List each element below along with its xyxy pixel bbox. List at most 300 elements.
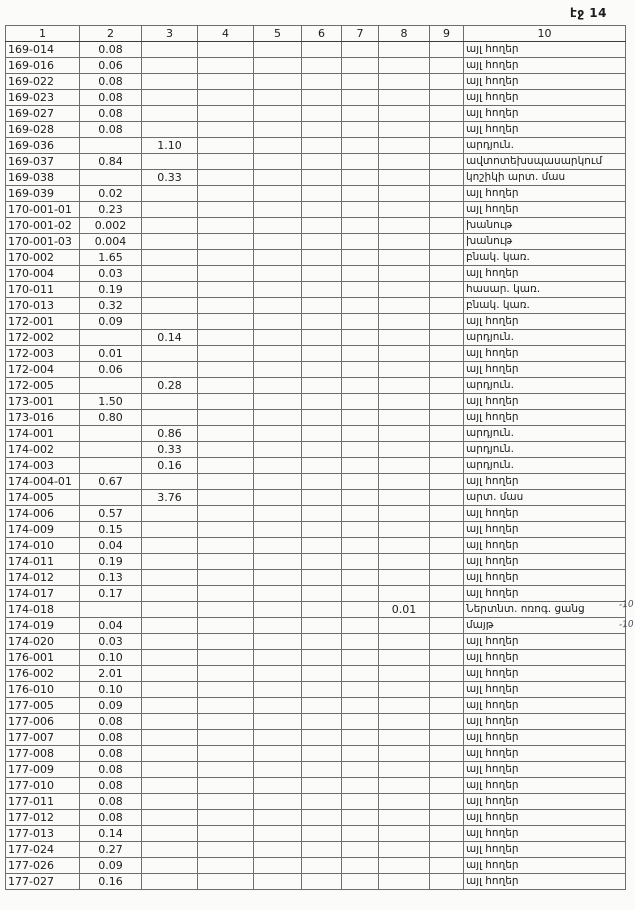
value-cell: [142, 218, 198, 234]
land-use-cell: բնակ. կառ.: [464, 298, 626, 314]
value-cell: 0.08: [80, 762, 142, 778]
value-cell: [430, 650, 464, 666]
land-use-cell: այլ հողեր: [464, 858, 626, 874]
value-cell: [302, 282, 342, 298]
value-cell: 0.13: [80, 570, 142, 586]
value-cell: [379, 154, 430, 170]
value-cell: [142, 346, 198, 362]
value-cell: [302, 138, 342, 154]
value-cell: [198, 90, 254, 106]
value-cell: [430, 234, 464, 250]
value-cell: [254, 282, 302, 298]
table-row: [6, 362, 626, 378]
land-use-cell: այլ հողեր: [464, 746, 626, 762]
value-cell: [254, 554, 302, 570]
value-cell: [379, 586, 430, 602]
value-cell: [430, 58, 464, 74]
value-cell: [379, 250, 430, 266]
value-cell: [302, 762, 342, 778]
value-cell: [379, 554, 430, 570]
parcel-code-cell: 170-013: [6, 298, 80, 314]
value-cell: [342, 602, 379, 618]
value-cell: [254, 746, 302, 762]
table-row: [6, 330, 626, 346]
value-cell: 0.08: [80, 746, 142, 762]
value-cell: [80, 170, 142, 186]
land-parcel-table: [5, 25, 626, 890]
value-cell: [254, 874, 302, 890]
table-row: [6, 874, 626, 890]
land-use-cell: կոշիկի արտ. մաս: [464, 170, 626, 186]
parcel-code-cell: 177-026: [6, 858, 80, 874]
value-cell: 0.14: [80, 826, 142, 842]
value-cell: 0.10: [80, 650, 142, 666]
value-cell: [430, 266, 464, 282]
value-cell: [80, 138, 142, 154]
value-cell: [80, 602, 142, 618]
value-cell: [379, 74, 430, 90]
value-cell: [342, 858, 379, 874]
parcel-code-cell: 169-027: [6, 106, 80, 122]
value-cell: [302, 858, 342, 874]
value-cell: [198, 506, 254, 522]
value-cell: [254, 218, 302, 234]
land-use-cell: այլ հողեր: [464, 570, 626, 586]
value-cell: [342, 410, 379, 426]
table-row: [6, 298, 626, 314]
value-cell: [430, 298, 464, 314]
value-cell: [254, 858, 302, 874]
value-cell: [342, 762, 379, 778]
value-cell: [379, 202, 430, 218]
parcel-code-cell: 169-039: [6, 186, 80, 202]
value-cell: [142, 266, 198, 282]
value-cell: [379, 762, 430, 778]
parcel-code-cell: 174-017: [6, 586, 80, 602]
value-cell: [342, 442, 379, 458]
value-cell: [342, 218, 379, 234]
value-cell: 0.002: [80, 218, 142, 234]
value-cell: [198, 250, 254, 266]
value-cell: [430, 90, 464, 106]
value-cell: [198, 122, 254, 138]
value-cell: 0.16: [142, 458, 198, 474]
parcel-code-cell: 170-002: [6, 250, 80, 266]
table-row: [6, 186, 626, 202]
table-row: [6, 538, 626, 554]
value-cell: [430, 826, 464, 842]
value-cell: 0.32: [80, 298, 142, 314]
value-cell: [379, 426, 430, 442]
value-cell: [254, 410, 302, 426]
value-cell: [379, 474, 430, 490]
value-cell: [198, 650, 254, 666]
table-row: [6, 106, 626, 122]
column-header: 2: [80, 26, 142, 42]
value-cell: [342, 874, 379, 890]
parcel-code-cell: 174-020: [6, 634, 80, 650]
table-row: [6, 714, 626, 730]
value-cell: [302, 394, 342, 410]
value-cell: [342, 298, 379, 314]
value-cell: [302, 266, 342, 282]
value-cell: [302, 810, 342, 826]
value-cell: [198, 442, 254, 458]
value-cell: [80, 378, 142, 394]
value-cell: [342, 810, 379, 826]
value-cell: [254, 458, 302, 474]
value-cell: [254, 106, 302, 122]
value-cell: 0.04: [80, 618, 142, 634]
table-row: [6, 858, 626, 874]
value-cell: 0.10: [80, 682, 142, 698]
value-cell: [342, 346, 379, 362]
value-cell: [302, 698, 342, 714]
value-cell: [302, 442, 342, 458]
parcel-code-cell: 169-037: [6, 154, 80, 170]
value-cell: 0.06: [80, 362, 142, 378]
value-cell: [342, 506, 379, 522]
value-cell: [302, 74, 342, 90]
value-cell: [430, 154, 464, 170]
value-cell: [142, 794, 198, 810]
table-row: [6, 234, 626, 250]
land-use-cell: արդյուն.: [464, 426, 626, 442]
value-cell: [142, 842, 198, 858]
value-cell: [254, 42, 302, 58]
value-cell: [379, 634, 430, 650]
value-cell: [198, 298, 254, 314]
value-cell: [198, 330, 254, 346]
value-cell: [342, 730, 379, 746]
parcel-code-cell: 177-008: [6, 746, 80, 762]
table-row: [6, 170, 626, 186]
value-cell: [302, 570, 342, 586]
value-cell: [342, 458, 379, 474]
table-row: [6, 762, 626, 778]
value-cell: [254, 538, 302, 554]
value-cell: [430, 858, 464, 874]
value-cell: 0.01: [379, 602, 430, 618]
handwritten-margin-note: -10: [618, 599, 635, 611]
value-cell: [142, 74, 198, 90]
value-cell: [342, 714, 379, 730]
value-cell: [198, 490, 254, 506]
value-cell: [142, 698, 198, 714]
value-cell: [142, 586, 198, 602]
parcel-code-cell: 177-012: [6, 810, 80, 826]
land-use-cell: այլ հողեր: [464, 874, 626, 890]
handwritten-margin-note: -10: [618, 619, 635, 631]
value-cell: 0.06: [80, 58, 142, 74]
value-cell: [342, 794, 379, 810]
land-use-cell: խանութ: [464, 218, 626, 234]
value-cell: 0.08: [80, 122, 142, 138]
value-cell: [379, 714, 430, 730]
value-cell: [198, 858, 254, 874]
value-cell: [430, 682, 464, 698]
table-row: [6, 282, 626, 298]
value-cell: [430, 474, 464, 490]
value-cell: 0.84: [80, 154, 142, 170]
value-cell: [342, 154, 379, 170]
value-cell: [342, 90, 379, 106]
land-use-cell: այլ հողեր: [464, 474, 626, 490]
parcel-code-cell: 173-016: [6, 410, 80, 426]
land-use-cell: արդյուն.: [464, 458, 626, 474]
value-cell: [142, 634, 198, 650]
land-use-cell: այլ հողեր: [464, 810, 626, 826]
column-header: 8: [379, 26, 430, 42]
value-cell: [302, 106, 342, 122]
parcel-code-cell: 177-010: [6, 778, 80, 794]
land-use-cell: այլ հողեր: [464, 842, 626, 858]
value-cell: [302, 298, 342, 314]
table-row: [6, 458, 626, 474]
value-cell: [254, 362, 302, 378]
value-cell: [342, 362, 379, 378]
value-cell: [379, 826, 430, 842]
value-cell: 0.08: [80, 810, 142, 826]
value-cell: [302, 554, 342, 570]
value-cell: [198, 826, 254, 842]
value-cell: [254, 234, 302, 250]
value-cell: [379, 330, 430, 346]
value-cell: [430, 362, 464, 378]
value-cell: [142, 826, 198, 842]
value-cell: [254, 58, 302, 74]
land-use-cell: այլ հողեր: [464, 362, 626, 378]
value-cell: [142, 538, 198, 554]
parcel-code-cell: 174-011: [6, 554, 80, 570]
value-cell: 0.80: [80, 410, 142, 426]
table-row: [6, 346, 626, 362]
value-cell: [379, 458, 430, 474]
value-cell: [302, 650, 342, 666]
value-cell: [342, 682, 379, 698]
value-cell: [198, 74, 254, 90]
value-cell: [198, 106, 254, 122]
value-cell: [379, 314, 430, 330]
value-cell: 0.86: [142, 426, 198, 442]
value-cell: [302, 874, 342, 890]
value-cell: [342, 282, 379, 298]
value-cell: [430, 250, 464, 266]
value-cell: [430, 746, 464, 762]
value-cell: [198, 218, 254, 234]
value-cell: [254, 842, 302, 858]
value-cell: 1.10: [142, 138, 198, 154]
value-cell: [379, 666, 430, 682]
value-cell: [80, 330, 142, 346]
land-use-cell: Ներտնտ. ոռոգ. ցանց: [464, 602, 626, 618]
table-row: [6, 314, 626, 330]
value-cell: [302, 250, 342, 266]
value-cell: [254, 138, 302, 154]
value-cell: [254, 522, 302, 538]
value-cell: [302, 122, 342, 138]
table-row: [6, 666, 626, 682]
parcel-code-cell: 169-038: [6, 170, 80, 186]
value-cell: [342, 394, 379, 410]
value-cell: 0.04: [80, 538, 142, 554]
value-cell: 1.50: [80, 394, 142, 410]
value-cell: [142, 554, 198, 570]
value-cell: [198, 810, 254, 826]
value-cell: 0.17: [80, 586, 142, 602]
value-cell: [379, 122, 430, 138]
value-cell: [142, 810, 198, 826]
value-cell: [342, 618, 379, 634]
parcel-code-cell: 170-011: [6, 282, 80, 298]
land-use-cell: արդյուն.: [464, 138, 626, 154]
value-cell: [302, 154, 342, 170]
table-row: [6, 810, 626, 826]
value-cell: [142, 762, 198, 778]
value-cell: [254, 394, 302, 410]
land-use-cell: այլ հողեր: [464, 698, 626, 714]
value-cell: [198, 138, 254, 154]
value-cell: 0.23: [80, 202, 142, 218]
value-cell: [302, 634, 342, 650]
value-cell: [198, 618, 254, 634]
value-cell: [142, 154, 198, 170]
parcel-code-cell: 174-018: [6, 602, 80, 618]
value-cell: [302, 170, 342, 186]
value-cell: [142, 298, 198, 314]
land-use-cell: այլ հողեր: [464, 74, 626, 90]
value-cell: [430, 394, 464, 410]
value-cell: 0.03: [80, 266, 142, 282]
value-cell: [142, 250, 198, 266]
value-cell: [254, 170, 302, 186]
parcel-code-cell: 172-001: [6, 314, 80, 330]
value-cell: [198, 314, 254, 330]
value-cell: [142, 874, 198, 890]
value-cell: [342, 490, 379, 506]
value-cell: [302, 826, 342, 842]
table-row: [6, 730, 626, 746]
value-cell: [142, 570, 198, 586]
parcel-code-cell: 173-001: [6, 394, 80, 410]
land-use-cell: այլ հողեր: [464, 106, 626, 122]
value-cell: [302, 714, 342, 730]
value-cell: [342, 234, 379, 250]
table-row: [6, 586, 626, 602]
value-cell: [198, 474, 254, 490]
value-cell: [142, 682, 198, 698]
land-use-cell: այլ հողեր: [464, 58, 626, 74]
value-cell: [302, 538, 342, 554]
land-use-cell: այլ հողեր: [464, 634, 626, 650]
value-cell: [302, 778, 342, 794]
value-cell: [254, 314, 302, 330]
value-cell: [254, 426, 302, 442]
value-cell: [342, 842, 379, 858]
value-cell: [254, 778, 302, 794]
value-cell: [254, 442, 302, 458]
value-cell: [430, 330, 464, 346]
value-cell: [379, 410, 430, 426]
parcel-code-cell: 177-013: [6, 826, 80, 842]
value-cell: [342, 426, 379, 442]
parcel-code-cell: 170-004: [6, 266, 80, 282]
value-cell: [379, 186, 430, 202]
value-cell: 0.01: [80, 346, 142, 362]
value-cell: [430, 714, 464, 730]
value-cell: [254, 250, 302, 266]
value-cell: [342, 570, 379, 586]
value-cell: [142, 474, 198, 490]
parcel-code-cell: 174-005: [6, 490, 80, 506]
land-use-cell: արտ. մաս: [464, 490, 626, 506]
value-cell: [379, 778, 430, 794]
value-cell: 0.09: [80, 698, 142, 714]
table-row: [6, 42, 626, 58]
table-row: [6, 522, 626, 538]
value-cell: [302, 362, 342, 378]
value-cell: [142, 410, 198, 426]
value-cell: [254, 490, 302, 506]
value-cell: [254, 618, 302, 634]
value-cell: [302, 746, 342, 762]
table-row: [6, 74, 626, 90]
value-cell: [198, 458, 254, 474]
value-cell: [142, 714, 198, 730]
value-cell: [379, 730, 430, 746]
value-cell: [342, 666, 379, 682]
value-cell: [198, 730, 254, 746]
value-cell: [430, 410, 464, 426]
value-cell: [379, 362, 430, 378]
value-cell: [342, 186, 379, 202]
value-cell: [430, 506, 464, 522]
value-cell: [198, 538, 254, 554]
table-row: [6, 634, 626, 650]
value-cell: [198, 714, 254, 730]
value-cell: [342, 42, 379, 58]
value-cell: [142, 730, 198, 746]
value-cell: [198, 394, 254, 410]
column-header: 9: [430, 26, 464, 42]
value-cell: [254, 826, 302, 842]
land-use-cell: այլ հողեր: [464, 186, 626, 202]
land-use-cell: այլ հողեր: [464, 538, 626, 554]
value-cell: 0.08: [80, 74, 142, 90]
value-cell: 0.33: [142, 170, 198, 186]
column-header: 6: [302, 26, 342, 42]
value-cell: [302, 218, 342, 234]
table-row: [6, 570, 626, 586]
table-row: [6, 250, 626, 266]
table-row: [6, 58, 626, 74]
value-cell: [430, 426, 464, 442]
column-header: 3: [142, 26, 198, 42]
value-cell: [430, 762, 464, 778]
value-cell: [379, 234, 430, 250]
parcel-code-cell: 170-001-01: [6, 202, 80, 218]
parcel-code-cell: 174-002: [6, 442, 80, 458]
table-row: [6, 794, 626, 810]
value-cell: [142, 602, 198, 618]
land-use-cell: արդյուն.: [464, 330, 626, 346]
value-cell: [430, 842, 464, 858]
column-header: 5: [254, 26, 302, 42]
value-cell: [379, 698, 430, 714]
value-cell: [430, 522, 464, 538]
value-cell: [142, 506, 198, 522]
value-cell: [302, 58, 342, 74]
